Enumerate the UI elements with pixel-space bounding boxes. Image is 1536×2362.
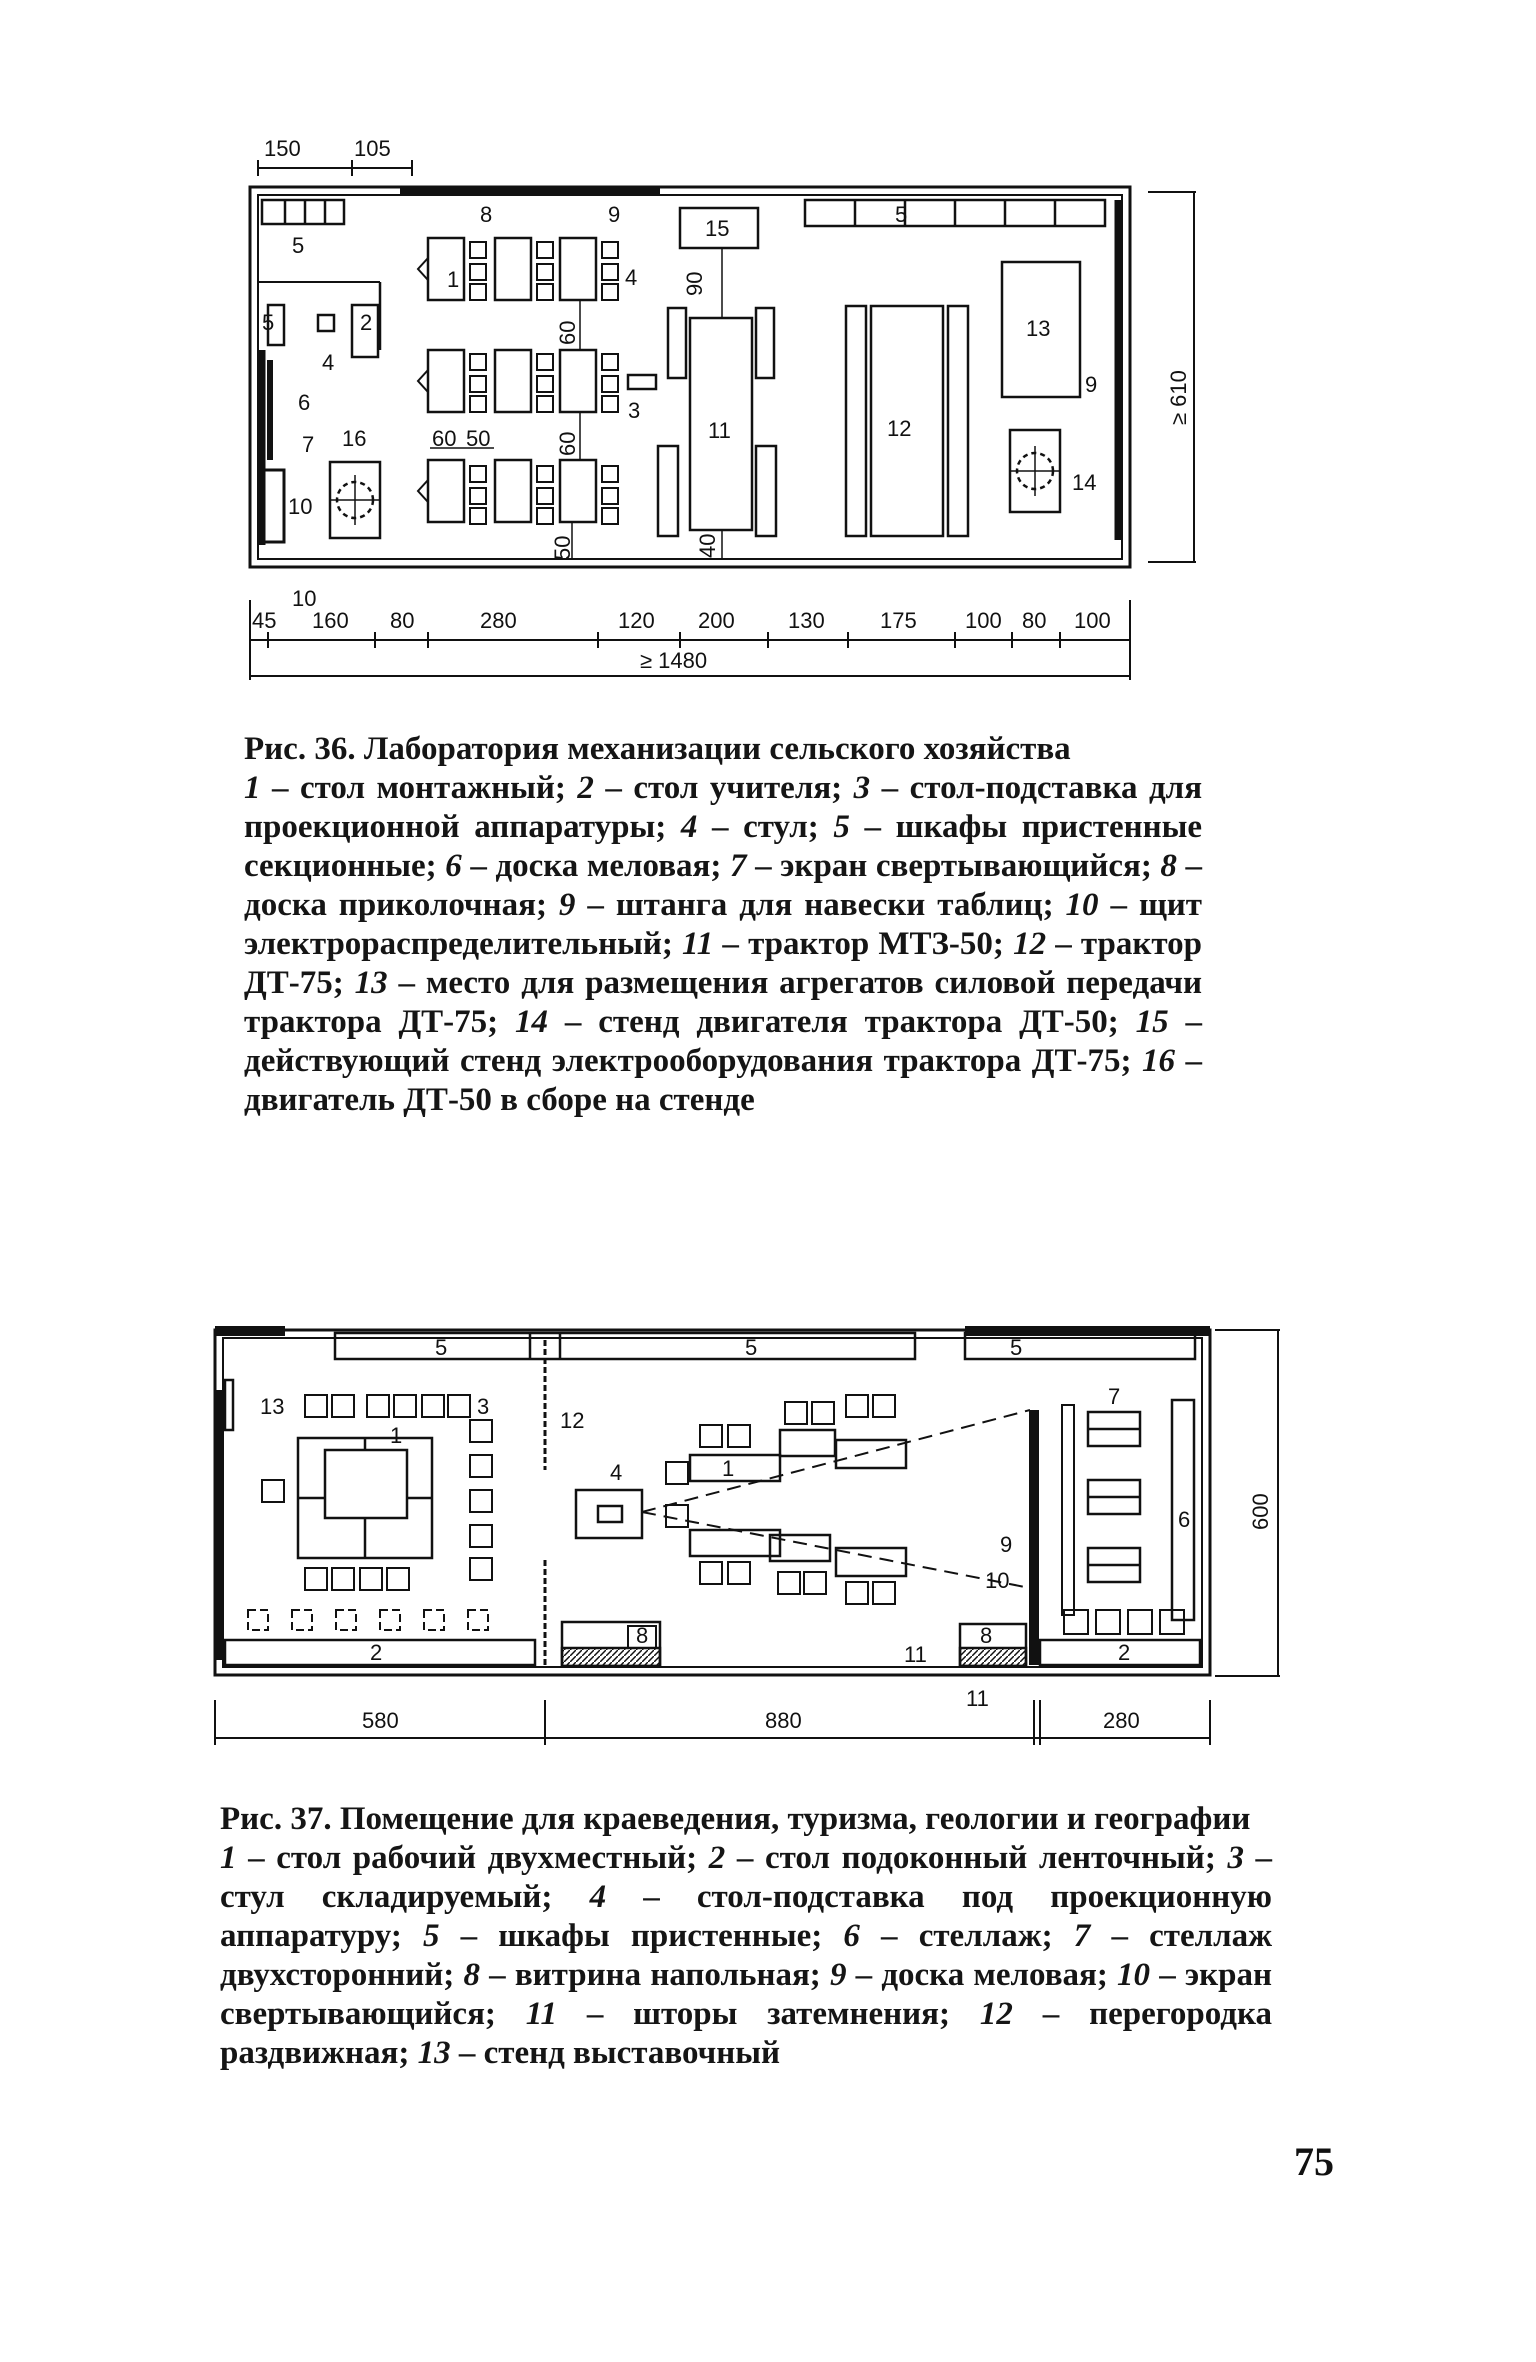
fig36-legend-text: двигатель ДТ-50 в сборе на стенде (244, 1082, 755, 1118)
fig36-legend-number: 10 (1065, 887, 1099, 923)
fig37-cabinets-top-right (965, 1333, 1195, 1359)
fig37-legend-number: 7 (1073, 1918, 1091, 1954)
fig36-projector-stand (628, 375, 656, 389)
fig36-label: 5 (895, 202, 908, 227)
fig36-caption (244, 730, 1202, 1120)
fig36-legend-number: 4 (680, 809, 698, 845)
fig36-legend-text: трактор ДТ-75; (244, 926, 1203, 1001)
fig37-legend-number: 4 (589, 1879, 607, 1915)
fig36-label: 1 (447, 267, 460, 292)
fig37-legend-text: стеллаж; (918, 1918, 1053, 1954)
fig36-label: 7 (302, 432, 315, 457)
fig36-dim-60: 60 (555, 320, 580, 345)
fig36-legend-number: 14 (515, 1004, 549, 1040)
fig36-dim-50: 50 (466, 426, 491, 451)
fig37-stacked-chairs (248, 1610, 488, 1630)
fig37-legend-text: экран свертывающийся; (220, 1957, 1273, 2032)
fig36-dim-150: 150 (264, 136, 301, 161)
fig37-dimensions (215, 1330, 1280, 1745)
fig36-legend-text: действующий стенд электрооборудования трактора ДТ-75; (244, 1043, 1132, 1079)
fig37-legend-text: витрина напольная; (514, 1957, 821, 1993)
fig37-chairs (262, 1395, 492, 1590)
fig36-label: 14 (1072, 470, 1097, 495)
fig36-dim-60: 60 (432, 426, 457, 451)
fig36-label: 12 (887, 416, 912, 441)
fig37-label: 5 (435, 1335, 448, 1360)
fig36-legend-text: доска приколочная; (244, 887, 547, 923)
fig37-legend-number: 8 (463, 1957, 480, 1993)
fig36-label: 3 (628, 398, 641, 423)
fig37-label: 7 (1108, 1384, 1121, 1409)
fig37-caption-title: Рис. 37. Помещение для краеведения, туризма, геологии и географии (220, 1801, 1251, 1837)
fig36-legend-number: 9 (558, 887, 576, 923)
fig37-legend-text: доска меловая; (881, 1957, 1108, 1993)
fig36-electric-panel (264, 470, 284, 542)
fig36-labels (262, 202, 1097, 519)
fig36-label: 9 (1085, 372, 1098, 397)
fig37-dim-height: 600 (1248, 1493, 1273, 1530)
fig37-label: 12 (560, 1408, 585, 1433)
fig37-label: 10 (985, 1568, 1010, 1593)
fig36-dim: 45 (252, 608, 277, 633)
fig37-caption-legend: 1 – стол рабочий двухместный; 2 – стол подоконный ленточный; 3 – стул складируемый; 4 – стол-подставка под проекционную аппаратуру; 5 – шкафы пристенные; 6 – стеллаж; 7 – стеллаж двухсторонний; 8 – витрина напольная; 9 – доска меловая; 10 – экран свертывающийся; 11 – шторы затемнения; 12 – перегородка раздвижная; 13 – стенд выставочный (220, 1840, 1273, 2071)
fig36-dim-105: 105 (354, 136, 391, 161)
fig36-dim: 100 (1074, 608, 1111, 633)
fig36-label: 15 (705, 216, 730, 241)
fig36-label: 9 (608, 202, 621, 227)
fig37-legend-text: шторы затемнения; (633, 1996, 951, 2032)
fig37-legend-text: перегородка раздвижная; (220, 1996, 1272, 2071)
fig36-top-dimension (258, 160, 412, 176)
fig36-legend-number: 1 (244, 770, 261, 806)
fig37-plan (215, 1330, 1210, 1675)
fig36-plan (250, 187, 1130, 567)
fig36-dim: 80 (390, 608, 415, 633)
fig36-dim: 120 (618, 608, 655, 633)
fig36-label: 5 (292, 233, 305, 258)
fig37-label: 6 (1178, 1507, 1191, 1532)
fig37-label: 2 (370, 1640, 383, 1665)
fig36-legend-text: штанга для навески таблиц; (615, 887, 1054, 923)
fig36-label: 11 (708, 418, 731, 443)
fig37-legend-text: стол рабочий двухместный; (276, 1840, 698, 1876)
fig37-legend-number: 6 (843, 1918, 860, 1954)
fig37-legend-number: 3 (1227, 1840, 1244, 1876)
fig36-dim-50: 50 (550, 535, 575, 560)
fig36-label: 6 (298, 390, 311, 415)
fig36-legend-text: стол учителя; (633, 770, 843, 806)
fig36-legend-number: 12 (1013, 926, 1047, 962)
fig36-legend-number: 3 (853, 770, 871, 806)
fig37-legend-number: 10 (1117, 1957, 1151, 1993)
fig36-legend-text: место для размещения агрегатов силовой передачи трактора ДТ-75; (244, 965, 1203, 1040)
fig36-dim: 200 (698, 608, 735, 633)
fig37-legend-text: стеллаж двухсторонний; (220, 1918, 1273, 1993)
fig36-label: 13 (1026, 316, 1051, 341)
fig37-cabinets-top (335, 1333, 915, 1359)
fig37-label: 13 (260, 1394, 285, 1419)
fig36-legend-number: 8 (1160, 848, 1177, 884)
fig36-legend-text: стол монтажный; (299, 770, 566, 806)
fig36-legend-text: трактор МТЗ-50; (748, 926, 1004, 962)
fig36-label: 10 (288, 494, 313, 519)
fig36-chair (318, 315, 334, 331)
fig37-label: 9 (1000, 1532, 1013, 1557)
fig36-label: 16 (342, 426, 367, 451)
fig37-inner-wall (223, 1338, 1202, 1667)
fig36-caption-title: Рис. 36. Лаборатория механизации сельского хозяйства (244, 731, 1071, 767)
fig37-legend-number: 2 (708, 1840, 726, 1876)
fig37-caption (220, 1800, 1272, 2073)
page-number: 75 (1294, 2139, 1334, 2184)
fig37-label: 5 (745, 1335, 758, 1360)
fig36-dim: 80 (1022, 608, 1047, 633)
fig37-outer-wall (215, 1330, 1210, 1675)
fig36-legend-number: 6 (445, 848, 462, 884)
fig36-dim-10: 10 (292, 586, 317, 611)
fig36-legend-text: стол-подставка для проекционной аппаратуры; (244, 770, 1203, 845)
fig36-cabinet-top-left (262, 200, 344, 224)
fig37-label: 1 (390, 1423, 403, 1448)
fig37-legend-text: шкафы пристенные; (498, 1918, 823, 1954)
fig36-dim-40: 40 (695, 533, 720, 558)
fig36-dim-90: 90 (682, 271, 707, 296)
fig36-legend-number: 2 (577, 770, 594, 806)
fig36-label: 4 (625, 265, 638, 290)
fig37-label: 3 (477, 1394, 490, 1419)
fig37-legend-text: стул складируемый; (220, 1879, 553, 1915)
fig37-label: 2 (1118, 1640, 1131, 1665)
fig37-work-tables-right (666, 1395, 906, 1604)
fig36-label: 4 (322, 350, 335, 375)
fig36-legend-text: шкафы пристенные секционные; (244, 809, 1203, 884)
fig37-legend-number: 11 (525, 1996, 557, 2032)
fig36-dim-60: 60 (555, 431, 580, 456)
fig36-dim-height: ≥ 610 (1166, 370, 1191, 425)
fig37-legend-number: 9 (829, 1957, 847, 1993)
fig36-legend-number: 15 (1135, 1004, 1169, 1040)
fig36-legend-text: экран свертывающийся; (780, 848, 1152, 884)
fig36-caption-legend: 1 – стол монтажный; 2 – стол учителя; 3 – стол-подставка для проекционной аппаратуры; 4 – стул; 5 – шкафы пристенные секционные; 6 – доска меловая; 7 – экран свертывающийся; 8 – доска приколочная; 9 – штанга для навески таблиц; 10 – щит электрораспределительный; 11 – трактор МТЗ-50; 12 – трактор ДТ-75; 13 – место для размещения агрегатов силовой передачи трактора ДТ-75; 14 – стенд двигателя трактора ДТ-50; 15 – действующий стенд электрооборудования трактора ДТ-75; 16 – двигатель ДТ-50 в сборе на стенде (244, 770, 1203, 1118)
fig37-label: 5 (1010, 1335, 1023, 1360)
fig36-legend-number: 13 (354, 965, 388, 1001)
fig37-projector-stand (576, 1490, 642, 1538)
fig36-legend-text: щит электрораспределительный; (244, 887, 1203, 962)
fig36-dim: 130 (788, 608, 825, 633)
fig37-legend-number: 1 (220, 1840, 237, 1876)
fig36-label: 8 (480, 202, 493, 227)
fig36-legend-text: доска меловая; (495, 848, 722, 884)
fig37-dim: 580 (362, 1708, 399, 1733)
fig36-dim: 160 (312, 608, 349, 633)
fig37-legend-text: стол подоконный ленточный; (764, 1840, 1216, 1876)
fig36-label: 2 (360, 310, 373, 335)
fig36-label: 5 (262, 310, 275, 335)
fig37-dim: 880 (765, 1708, 802, 1733)
fig37-rack-7 (1088, 1412, 1140, 1582)
fig36-dim: 175 (880, 608, 917, 633)
fig37-legend-text: стенд выставочный (483, 2035, 781, 2071)
fig36-dim: 280 (480, 608, 517, 633)
fig37-legend-text: стол-подставка под проекционную аппаратуру; (220, 1879, 1273, 1954)
fig36-legend-number: 7 (729, 848, 747, 884)
fig37-legend-number: 13 (417, 2035, 451, 2071)
fig36-legend-text: стул; (743, 809, 819, 845)
fig37-label: 11 (966, 1686, 989, 1711)
fig37-label: 8 (636, 1623, 649, 1648)
fig36-legend-number: 16 (1141, 1043, 1175, 1079)
fig36-legend-text: стенд двигателя трактора ДТ-50; (598, 1004, 1119, 1040)
fig36-legend-number: 5 (833, 809, 850, 845)
fig37-label: 1 (722, 1456, 735, 1481)
fig36-dim-total: ≥ 1480 (640, 648, 708, 673)
fig37-label: 4 (610, 1460, 623, 1485)
fig37-legend-number: 12 (979, 1996, 1013, 2032)
fig37-label: 8 (980, 1623, 993, 1648)
fig37-label: 11 (904, 1642, 927, 1667)
fig36-dim: 100 (965, 608, 1002, 633)
fig37-legend-number: 5 (423, 1918, 440, 1954)
fig37-dim: 280 (1103, 1708, 1140, 1733)
fig36-legend-number: 11 (682, 926, 714, 962)
